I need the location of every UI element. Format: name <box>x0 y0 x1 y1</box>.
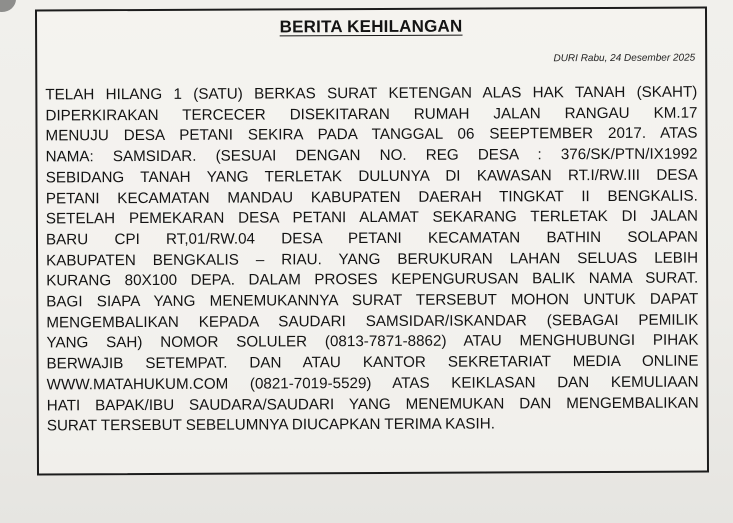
notice-line: YANG SAH) NOMOR SOLULER (0813-7871-8862) ATAU MENGHUBUNGI PIHAK <box>46 332 699 352</box>
notice-line: TELAH HILANG 1 (SATU) BERKAS SURAT KETENGAN ALAS HAK TANAH (SKAHT) <box>45 83 698 104</box>
notice-title: BERITA KEHILANGAN <box>279 16 463 37</box>
notice-line: MENGEMBALIKAN KEPADA SAUDARI SAMSIDAR/ISKANDAR (SEBAGAI PEMILIK <box>46 311 699 332</box>
notice-body <box>45 83 699 438</box>
notice-line: MENUJU DESA PETANI SEKIRA PADA TANGGAL 06 SEEPTEMBER 2017. ATAS <box>45 124 698 145</box>
notice-line: KABUPATEN BENGKALIS – RIAU. YANG BERUKURAN LAHAN SELUAS LEBIH <box>46 249 699 270</box>
notice-line: HATI BAPAK/IBU SAUDARA/SAUDARI YANG MENEMUKAN DAN MENGEMBALIKAN <box>46 394 699 414</box>
notice-line: PETANI KECAMATAN MANDAU KABUPATEN DAERAH TINGKAT II BENGKALIS. <box>45 187 698 207</box>
notice-line: KURANG 80X100 DEPA. DALAM PROSES KEPENGURUSAN BALIK NAMA SURAT. <box>46 269 699 290</box>
notice-line: NAMA: SAMSIDAR. (SESUAI DENGAN NO. REG DESA : 376/SK/PTN/IX1992 <box>45 145 698 166</box>
notice-line: SETELAH PEMEKARAN DESA PETANI ALAMAT SEKARANG TERLETAK DI JALAN <box>45 207 698 228</box>
notice-line: BERWAJIB SETEMPAT. DAN ATAU KANTOR SEKRETARIAT MEDIA ONLINE <box>46 352 699 373</box>
notice-line: SURAT TERSEBUT SEBELUMNYA DIUCAPKAN TERIMA KASIH. <box>46 415 495 435</box>
lost-notice-box <box>35 7 709 476</box>
notice-line: WWW.MATAHUKUM.COM (0821-7019-5529) ATAS KEIKLASAN DAN KEMULIAAN <box>46 373 699 394</box>
thumb-shadow <box>0 0 16 12</box>
notice-line: SEBIDANG TANAH YANG TERLETAK DULUNYA DI KAWASAN RT.I/RW.III DESA <box>45 166 698 187</box>
notice-line: BARU CPI RT,01/RW.04 DESA PETANI KECAMATAN BATHIN SOLAPAN <box>45 228 699 249</box>
notice-line: DIPERKIRAKAN TERCECER DISEKITARAN RUMAH JALAN RANGAU KM.17 <box>45 104 698 125</box>
notice-line: BAGI SIAPA YANG MENEMUKANNYA SURAT TERSEBUT MOHON UNTUK DAPAT <box>46 290 699 311</box>
notice-dateline: DURI Rabu, 24 Desember 2025 <box>553 52 696 65</box>
